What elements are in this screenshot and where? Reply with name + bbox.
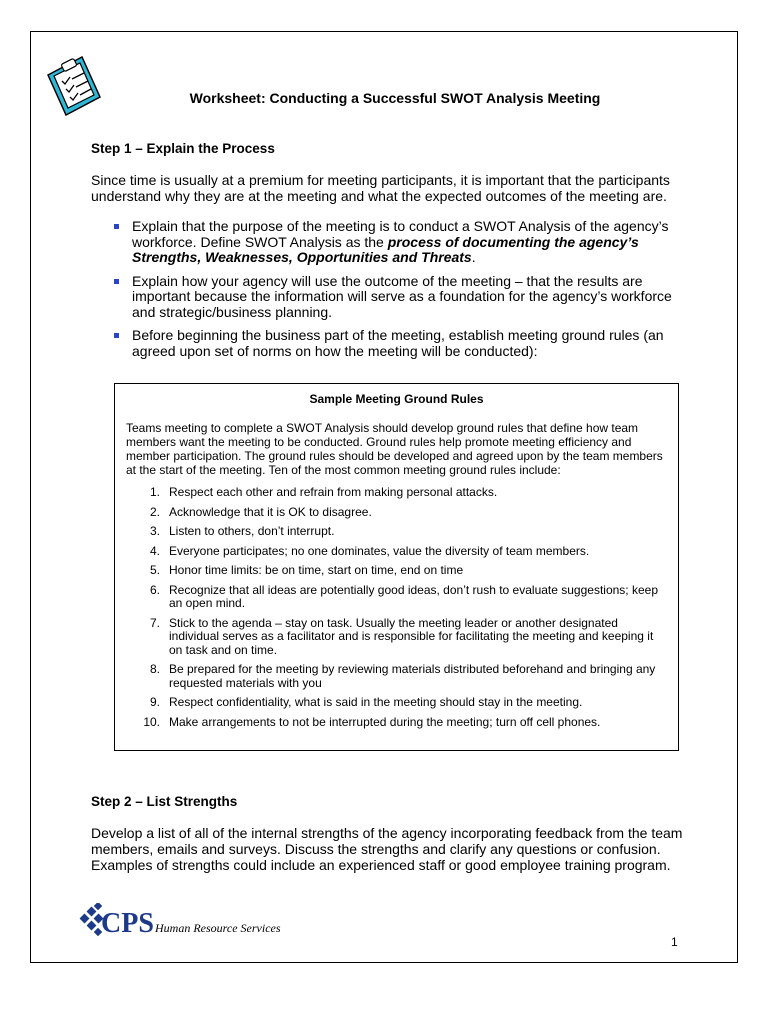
logo-mark: CPS xyxy=(101,908,154,939)
page-title: Worksheet: Conducting a Successful SWOT Analysis Meeting xyxy=(189,90,601,106)
list-item xyxy=(138,525,658,539)
ground-rules-intro: Teams meeting to complete a SWOT Analysis should develop ground rules that define how team members want the meeting to be conducted. Ground rules help promote meeting efficiency and member participation. The ground rules should be developed and agreed upon by the team members at the start of the meeting. Ten of the most common meeting ground rules include: xyxy=(126,421,663,477)
bullet1-text: Explain that the purpose of the meeting is to conduct a SWOT Analysis of the agency’s workforce. Define SWOT Analysis as the xyxy=(132,218,669,250)
ground-rules-title: Sample Meeting Ground Rules xyxy=(309,392,484,406)
rule-text: Honor time limits: be on time, start on time, end on time xyxy=(169,563,464,577)
list-item xyxy=(114,328,684,359)
page-number: 1 xyxy=(671,935,678,949)
list-item xyxy=(138,564,658,578)
rule-number: 2. xyxy=(149,504,160,519)
rule-number: 3. xyxy=(149,524,160,538)
ground-rules-list xyxy=(138,486,658,735)
bullet3-text: Before beginning the business part of the meeting, establish meeting ground rules (an agreed upon set of norms on how the meeting will be conducted): xyxy=(132,327,664,359)
rule-number: 4. xyxy=(149,543,160,558)
rule-text: Recognize that all ideas are potentially good ideas, don’t rush to evaluate suggestions; keep an open mind. xyxy=(169,582,658,610)
rule-text: Respect confidentiality, what is said in the meeting should stay in the meeting. xyxy=(169,695,583,709)
rule-text: Everyone participates; no one dominates, value the diversity of team members. xyxy=(169,543,590,558)
bullet1-end: . xyxy=(471,249,476,265)
rule-text: Respect each other and refrain from making personal attacks. xyxy=(169,485,498,499)
list-item xyxy=(138,584,658,611)
step1-heading: Step 1 – Explain the Process xyxy=(91,141,275,156)
list-item xyxy=(114,274,684,321)
bullet-square-icon xyxy=(114,279,119,284)
rule-number: 6. xyxy=(149,582,160,597)
rule-text: Acknowledge that it is OK to disagree. xyxy=(169,504,372,519)
list-item xyxy=(138,486,658,500)
step1-intro: Since time is usually at a premium for meeting participants, it is important that the participants understand why they are at the meeting and what the expected outcomes of the meeting are. xyxy=(91,172,670,204)
rule-number: 8. xyxy=(149,662,160,676)
step2-heading: Step 2 – List Strengths xyxy=(91,794,238,809)
list-item xyxy=(138,545,658,559)
rule-text: Stick to the agenda – stay on task. Usually the meeting leader or another designated individual serves as a facilitator and is responsible for facilitating the meeting and keeping it on task and on time. xyxy=(169,615,654,657)
list-item xyxy=(114,219,684,266)
ground-rules-box xyxy=(114,383,679,751)
bullet-square-icon xyxy=(114,224,119,229)
bullet1-emphasis: process of documenting the agency’s Strengths, Weaknesses, Opportunities and Threats xyxy=(132,233,639,265)
rule-text: Listen to others, don’t interrupt. xyxy=(169,524,335,538)
bullet-square-icon xyxy=(114,333,119,338)
bullet2-text: Explain how your agency will use the outcome of the meeting – that the results are important because the information will serve as a foundation for the agency’s workforce and strategic/business planning. xyxy=(132,272,672,320)
list-item xyxy=(138,716,658,730)
list-item xyxy=(138,663,658,690)
step1-bullet-list xyxy=(114,219,684,367)
clipboard-checklist-icon xyxy=(42,55,102,117)
list-item xyxy=(138,696,658,710)
list-item xyxy=(138,506,658,520)
list-item xyxy=(138,617,658,658)
rule-number: 9. xyxy=(149,695,160,709)
rule-number: 7. xyxy=(149,615,160,630)
step2-text: Develop a list of all of the internal strengths of the agency incorporating feedback from the team members, emails and surveys. Discuss the strengths and clarify any questions or confusion. Examples of strengths could include an experienced staff or good employee training program. xyxy=(91,825,683,873)
logo-text: Human Resource Services xyxy=(155,921,281,935)
rule-text: Make arrangements to not be interrupted during the meeting; turn off cell phones. xyxy=(169,714,601,729)
rule-number: 5. xyxy=(149,563,160,577)
rule-number: 1. xyxy=(149,485,160,499)
rule-text: Be prepared for the meeting by reviewing materials distributed beforehand and bringing any requested materials with you xyxy=(169,662,656,690)
diamond-pattern-icon xyxy=(80,903,104,936)
rule-number: 10. xyxy=(143,714,160,729)
